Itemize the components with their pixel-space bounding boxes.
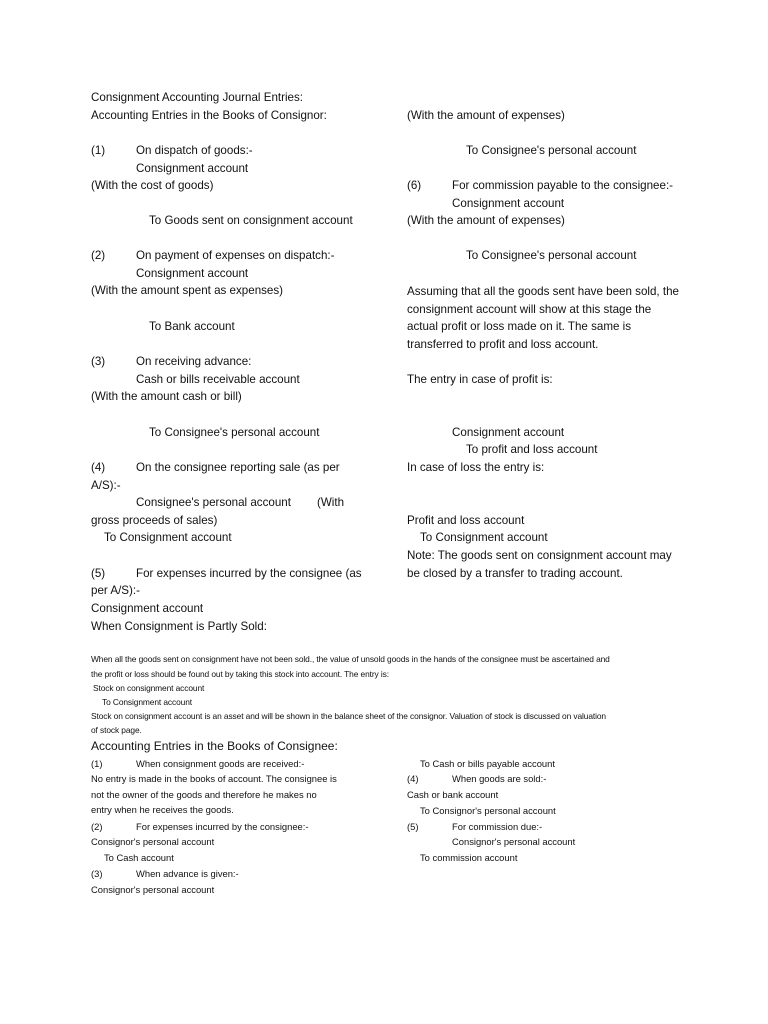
with-line: (With the amount spent as expenses) — [91, 284, 284, 297]
credit-line: To commission account — [420, 852, 518, 863]
debit-line: Consignment account — [452, 426, 565, 439]
with-line: (With — [317, 496, 345, 509]
entry-heading-cont: per A/S):- — [91, 584, 140, 597]
entry-heading: For commission due:- — [452, 821, 543, 832]
with-line: (With the amount of expenses) — [407, 109, 565, 122]
paragraph-line: No entry is made in the books of account. The consignee is — [91, 773, 337, 784]
credit-line: To Bank account — [149, 320, 235, 333]
entry-number: (3) — [91, 868, 103, 879]
partial-text: of stock page. — [91, 725, 142, 735]
page-title: Consignment Accounting Journal Entries: — [91, 91, 304, 104]
consignee-heading: Accounting Entries in the Books of Consignee: — [91, 739, 338, 753]
with-line: (With the amount cash or bill) — [91, 390, 242, 403]
note-line: be closed by a transfer to trading account. — [407, 567, 623, 580]
credit-line: To Goods sent on consignment account — [149, 214, 353, 227]
entry-heading: When consignment goods are received:- — [136, 758, 305, 769]
debit-line: Consignment account — [91, 602, 204, 615]
entry-number: (5) — [91, 567, 106, 580]
debit-line: Consignment account — [452, 197, 565, 210]
section-heading-partly-sold: When Consignment is Partly Sold: — [91, 620, 267, 633]
credit-line: To profit and loss account — [466, 443, 598, 456]
debit-line: Cash or bills receivable account — [136, 373, 300, 386]
paragraph-line: consignment account will show at this stage the — [407, 303, 652, 316]
entry-number: (6) — [407, 179, 422, 192]
consignor-heading: Accounting Entries in the Books of Consignor: — [91, 109, 327, 122]
debit-line: Consignor's personal account — [91, 884, 215, 895]
with-line: (With the cost of goods) — [91, 179, 214, 192]
note-line: Note: The goods sent on consignment account may — [407, 549, 672, 562]
paragraph-line: transferred to profit and loss account. — [407, 338, 599, 351]
credit-line: To Consignee's personal account — [466, 249, 637, 262]
entry-number: (3) — [91, 355, 106, 368]
entry-heading: On payment of expenses on dispatch:- — [136, 249, 335, 262]
entry-number: (2) — [91, 249, 106, 262]
debit-line: Consignment account — [136, 267, 249, 280]
credit-line: To Consignee's personal account — [149, 426, 320, 439]
entry-heading: For expenses incurred by the consignee:- — [136, 821, 309, 832]
entry-number: (2) — [91, 821, 103, 832]
debit-line: Consignor's personal account — [91, 836, 215, 847]
entry-heading: On receiving advance: — [136, 355, 252, 368]
credit-line: To Consignee's personal account — [466, 144, 637, 157]
paragraph-line: not the owner of the goods and therefore he makes no — [91, 789, 317, 800]
entry-heading: For commission payable to the consignee:- — [452, 179, 674, 192]
entry-heading: For expenses incurred by the consignee (as — [136, 567, 362, 580]
entry-heading: When goods are sold:- — [452, 773, 547, 784]
paragraph-line: actual profit or loss made on it. The same is — [407, 320, 632, 333]
entry-heading: On dispatch of goods:- — [136, 144, 253, 157]
entry-number: (1) — [91, 144, 106, 157]
entry-heading: When advance is given:- — [136, 868, 239, 879]
profit-intro: The entry in case of profit is: — [407, 373, 553, 386]
credit-line: To Consignor's personal account — [420, 805, 556, 816]
partial-text: Stock on consignment account is an asset and will be shown in the balance sheet of the consignor. Valuation of stock is discussed on valuation — [91, 711, 606, 721]
entry-number: (5) — [407, 821, 419, 832]
debit-line: Consignor's personal account — [452, 836, 576, 847]
credit-line: To Cash account — [104, 852, 174, 863]
credit-line: To Consignment account — [104, 531, 232, 544]
loss-intro: In case of loss the entry is: — [407, 461, 545, 474]
debit-line: Stock on consignment account — [93, 683, 205, 693]
entry-number: (4) — [91, 461, 106, 474]
debit-line: Consignment account — [136, 162, 249, 175]
partial-text: the profit or loss should be found out by taking this stock into account. The entry is: — [91, 669, 389, 679]
entry-number: (4) — [407, 773, 419, 784]
entry-heading: On the consignee reporting sale (as per — [136, 461, 340, 474]
debit-line: Profit and loss account — [407, 514, 525, 527]
paragraph-line: Assuming that all the goods sent have been sold, the — [407, 285, 679, 298]
credit-line: To Cash or bills payable account — [420, 758, 555, 769]
debit-line: Consignee's personal account — [136, 496, 291, 509]
partial-text: When all the goods sent on consignment have not been sold., the value of unsold goods in the hands of the consignee must be ascertained and — [91, 654, 610, 664]
credit-line: To Consignment account — [102, 697, 192, 707]
with-line: (With the amount of expenses) — [407, 214, 565, 227]
entry-heading-cont: A/S):- — [91, 479, 121, 492]
debit-line: Cash or bank account — [407, 789, 499, 800]
credit-line: To Consignment account — [420, 531, 548, 544]
entry-number: (1) — [91, 758, 103, 769]
with-line-cont: gross proceeds of sales) — [91, 514, 218, 527]
paragraph-line: entry when he receives the goods. — [91, 804, 234, 815]
